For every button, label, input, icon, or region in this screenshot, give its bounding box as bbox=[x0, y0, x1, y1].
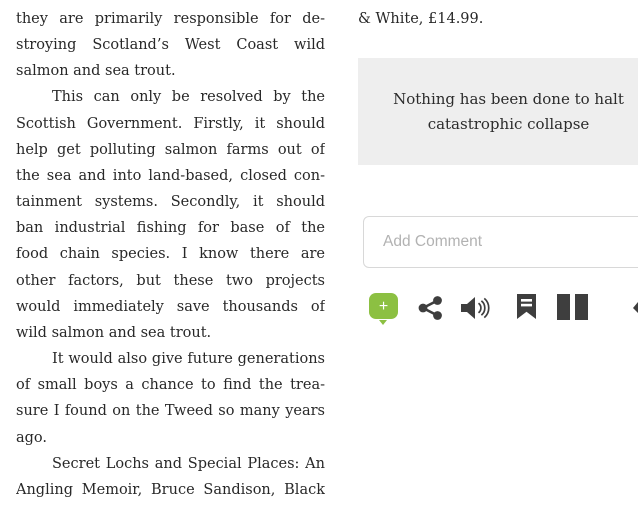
article-line: Angling Memoir, Bruce Sandison, Black bbox=[16, 481, 325, 498]
article-line: tainment systems. Secondly, it should bbox=[16, 194, 325, 211]
article-line: they are primarily responsible for de- bbox=[16, 11, 325, 27]
article-continuation-line: & White, £14.99. bbox=[358, 11, 484, 27]
bookmark-icon bbox=[517, 294, 536, 319]
article-line: the sea and into land-based, closed con- bbox=[16, 167, 325, 184]
two-page-view-icon bbox=[557, 294, 588, 320]
add-comment-input[interactable] bbox=[363, 216, 638, 268]
pull-quote-line: catastrophic collapse bbox=[427, 114, 590, 133]
article-text-column bbox=[16, 6, 325, 503]
share-button[interactable] bbox=[417, 295, 444, 321]
add-annotation-bubble-tail bbox=[379, 320, 387, 325]
article-line: of small boys a chance to find the trea- bbox=[16, 377, 325, 394]
article-line: stroying Scotland’s West Coast wild bbox=[16, 37, 325, 54]
article-line: This can only be resolved by the bbox=[52, 89, 325, 106]
article-line: It would also give future generations bbox=[52, 351, 325, 368]
article-line: would immediately save thousands of bbox=[16, 298, 325, 315]
bookmark-button[interactable] bbox=[517, 294, 536, 319]
speaker-icon bbox=[460, 296, 494, 320]
add-annotation-button[interactable] bbox=[369, 293, 398, 319]
article-line: wild salmon and sea trout. bbox=[16, 324, 212, 341]
listen-button[interactable] bbox=[460, 296, 494, 320]
article-line: food chain species. I know there are bbox=[16, 246, 325, 263]
article-line: Secret Lochs and Special Places: An bbox=[52, 455, 325, 472]
article-line: ban industrial fishing for base of the bbox=[16, 220, 325, 237]
pull-quote-line: Nothing has been done to halt bbox=[393, 89, 624, 108]
share-icon bbox=[417, 295, 444, 321]
article-line: ago. bbox=[16, 429, 48, 446]
cut-off-icon[interactable] bbox=[633, 302, 638, 313]
article-line: sure I found on the Tweed so many years bbox=[16, 403, 325, 420]
article-line: salmon and sea trout. bbox=[16, 63, 176, 80]
article-line: help get polluting salmon farms out of bbox=[16, 141, 325, 158]
two-page-view-button[interactable] bbox=[557, 294, 588, 320]
plus-icon: + bbox=[378, 297, 389, 315]
pull-quote-box bbox=[358, 58, 638, 165]
article-line: other factors, but these two projects bbox=[16, 272, 325, 289]
article-line: Scottish Government. Firstly, it should bbox=[16, 115, 325, 132]
